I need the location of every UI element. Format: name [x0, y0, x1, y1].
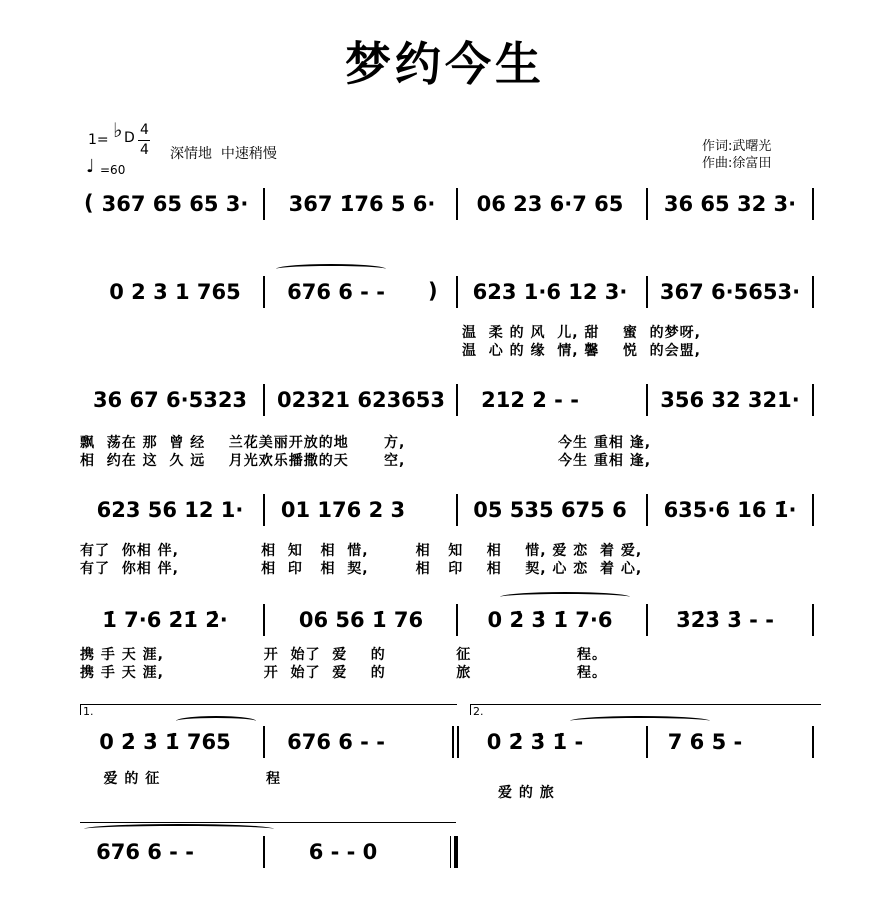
barline: [812, 604, 814, 636]
key-label: 1=: [88, 132, 109, 148]
slur-curve: [500, 592, 630, 602]
barline: [812, 188, 814, 220]
score-system-3: [80, 384, 820, 474]
measure: 02321 623653: [276, 388, 446, 412]
barline: [812, 726, 814, 758]
key-name: D: [124, 130, 135, 146]
open-paren: (: [84, 191, 94, 215]
barline: [263, 276, 265, 308]
lyrics-verse-1: 有了 你相 伴, 相 知 相 惜, 相 知 相 惜, 爱 恋 着 爱,: [80, 543, 643, 559]
barline: [456, 384, 458, 416]
final-barline-thin: [450, 836, 451, 868]
measure: 06 23 6·7 65: [476, 192, 624, 216]
close-paren: ): [428, 279, 438, 303]
score-system-7: [80, 836, 820, 876]
score-system-1: [80, 188, 820, 224]
lyrics-verse-2: 有了 你相 伴, 相 印 相 契, 相 印 相 契, 心 恋 着 心,: [80, 561, 643, 577]
barline: [646, 276, 648, 308]
measure: 0 2 3 1 765: [109, 280, 241, 304]
barline: [456, 604, 458, 636]
barline: [812, 276, 814, 308]
time-signature-top: 4: [140, 122, 149, 138]
measure: 676 6 - -: [287, 280, 385, 304]
barline: [646, 726, 648, 758]
slur-curve: [570, 716, 710, 726]
tempo-value: =60: [100, 163, 126, 177]
measure: 367 1̇76 5 6·: [288, 192, 436, 216]
lyrics-verse-1: 飘 荡在 那 曾 经 兰花美丽开放的地 方, 今生 重相 逢,: [80, 435, 652, 451]
barline: [646, 604, 648, 636]
measure: 367 6·5653·: [659, 280, 801, 304]
lyricist-credit: 作词:武曙光: [702, 139, 772, 154]
barline: [812, 384, 814, 416]
barline: [263, 604, 265, 636]
measure: 36 65 32 3·: [663, 192, 797, 216]
measure: 676 6 - -: [96, 840, 194, 864]
measure: 36 67 6·5323: [92, 388, 248, 412]
barline: [646, 188, 648, 220]
measure: 7 6 5 -: [667, 730, 743, 754]
measure: 623 1·6 12 3·: [472, 280, 628, 304]
measure: 01 176 2 3: [280, 498, 406, 522]
score-system-5: [80, 604, 820, 684]
barline: [456, 188, 458, 220]
measure: 6 - - 0: [308, 840, 378, 864]
score-system-6: [80, 704, 820, 804]
repeat-barline: [457, 726, 459, 758]
time-signature-bottom: 4: [140, 142, 149, 158]
measure: 1̇ 7·6 2̇1̇ 2̇·: [102, 608, 228, 632]
flat-sign: ♭: [113, 118, 123, 142]
repeat-barline: [452, 726, 454, 758]
barline: [646, 384, 648, 416]
measure: 623 56 12 1·: [96, 498, 244, 522]
lyrics-verse-1: 携 手 天 涯, 开 始了 爱 的 征 程。: [80, 647, 608, 663]
barline: [456, 276, 458, 308]
measure: 06 56 1̇ 76: [298, 608, 424, 632]
tie-curve: [276, 264, 386, 274]
barline: [812, 494, 814, 526]
barline: [263, 494, 265, 526]
barline: [263, 384, 265, 416]
time-signature-line: [138, 140, 150, 141]
lyrics-verse-2: 携 手 天 涯, 开 始了 爱 的 旅 程。: [80, 665, 608, 681]
expression-mark: 深情地 中速稍慢: [170, 146, 277, 162]
tempo-note-icon: ♩: [86, 156, 95, 177]
song-title: 梦约今生: [345, 37, 545, 91]
barline: [263, 188, 265, 220]
lyrics-ending-2: 爱 的 旅: [498, 785, 555, 801]
measure: 212 2 - -: [481, 388, 579, 412]
barline: [456, 494, 458, 526]
lyrics-ending-1: 爱 的 征 程: [80, 771, 281, 787]
slur-curve: [176, 716, 256, 726]
final-barline-thick: [454, 836, 458, 868]
measure: 0 2̇ 3̇ 1̇ -: [486, 730, 584, 754]
lyrics-verse-1: 温 柔 的 风 儿, 甜 蜜 的梦呀,: [462, 325, 701, 341]
score-system-2: [80, 272, 820, 362]
measure: 0 2̇ 3̇ 1̇ 7·6: [487, 608, 613, 632]
lyrics-verse-2: 相 约在 这 久 远 月光欢乐播撒的天 空, 今生 重相 逢,: [80, 453, 652, 469]
measure: 3̇2̇3̇ 3̇ - -: [676, 608, 774, 632]
barline: [263, 726, 265, 758]
volta-bracket-1: 1.: [80, 704, 457, 715]
volta-bracket-2: 2.: [470, 704, 821, 715]
measure: 356 32 321·: [660, 388, 800, 412]
measure: 367 65 65 3·: [101, 192, 249, 216]
slur-curve: [84, 824, 274, 834]
barline: [263, 836, 265, 868]
lyrics-verse-2: 温 心 的 缘 情, 馨 悦 的会盟,: [462, 343, 701, 359]
key-signature: [88, 132, 109, 148]
barline: [646, 494, 648, 526]
measure: 0 2̇ 3̇ 1̇ 765: [99, 730, 231, 754]
composer-credit: 作曲:徐富田: [702, 156, 772, 171]
score-system-4: [80, 494, 820, 584]
measure: 05 535 675 6: [473, 498, 627, 522]
measure: 635·6 16 1̇·: [663, 498, 797, 522]
measure: 676 6 - -: [287, 730, 385, 754]
